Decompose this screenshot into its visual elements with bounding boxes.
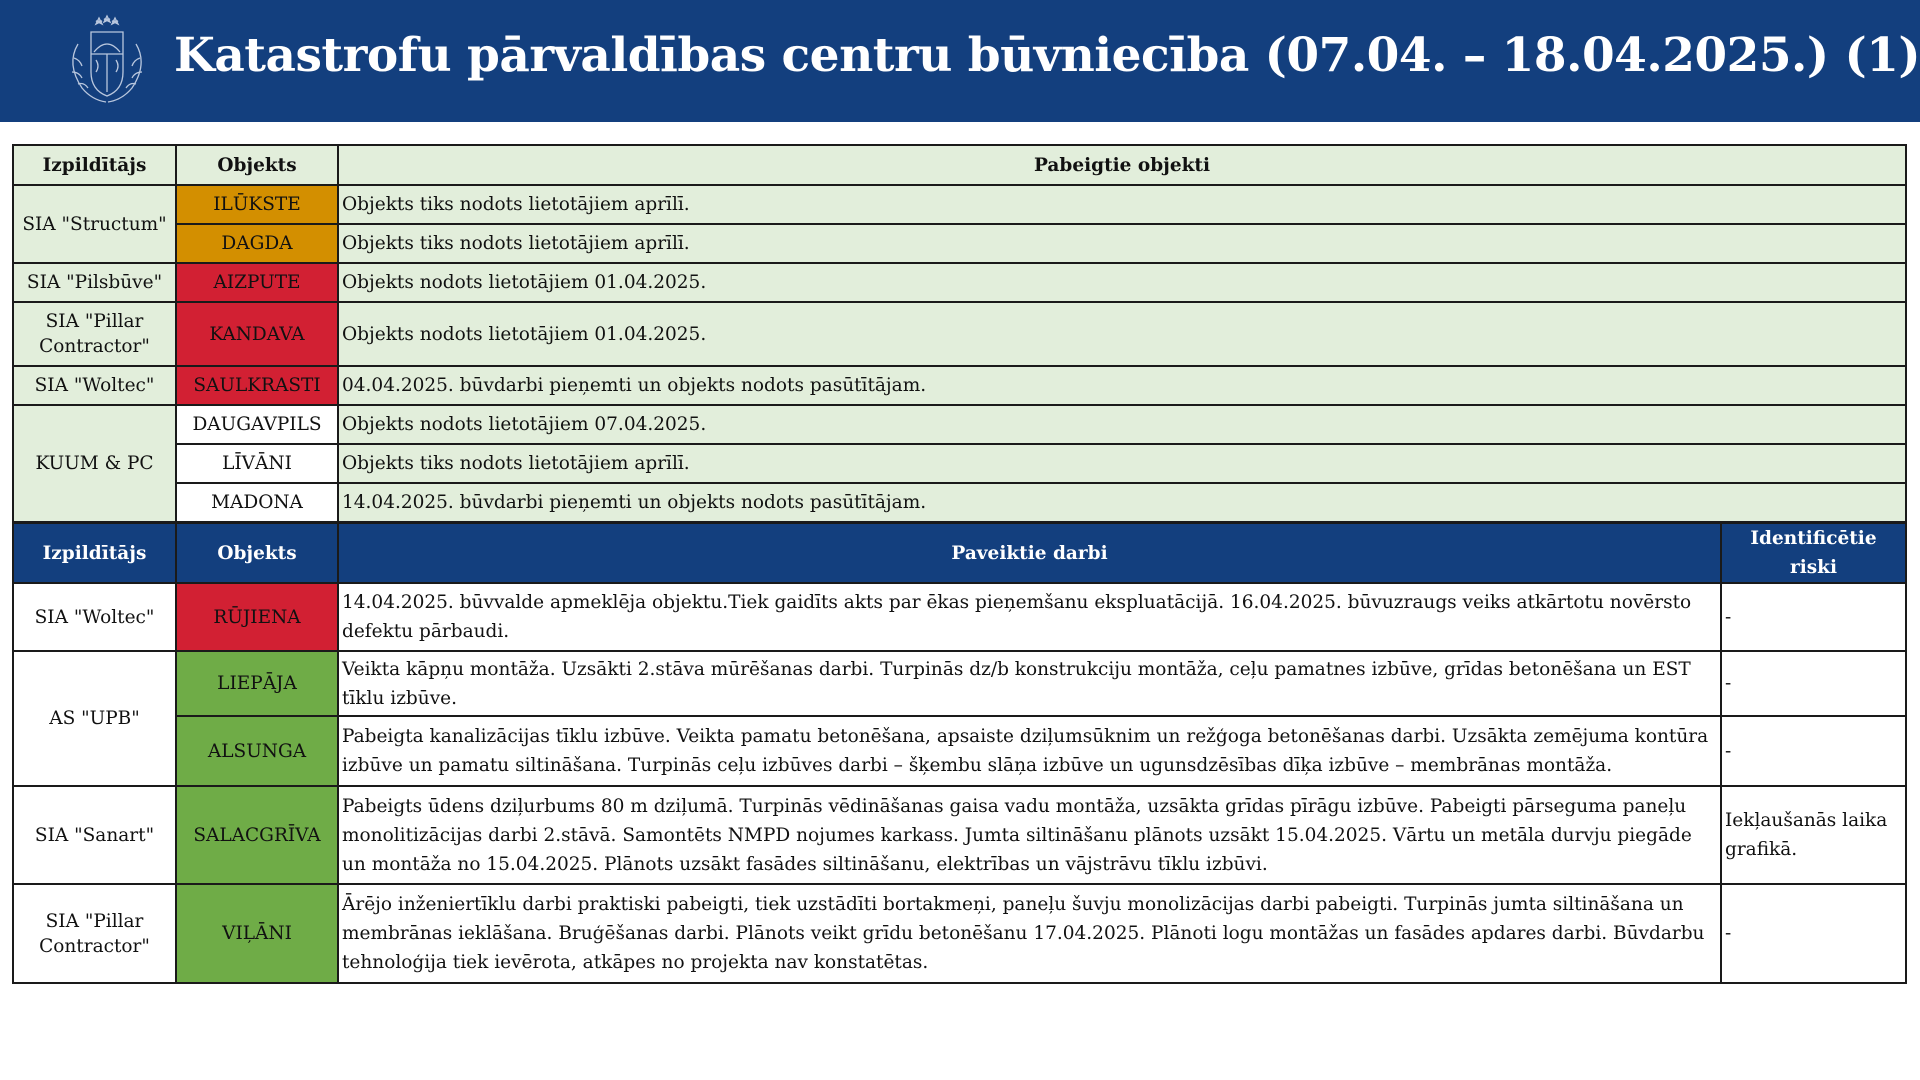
object-cell: RŪJIENA: [176, 583, 338, 651]
table-row: [13, 884, 1906, 983]
works-table: [12, 522, 1907, 984]
contractor-cell: SIA "Woltec": [13, 366, 176, 405]
column-header-object: Objekts: [176, 523, 338, 583]
object-cell: SAULKRASTI: [176, 366, 338, 405]
object-cell: ILŪKSTE: [176, 185, 338, 224]
contractor-cell: KUUM & PC: [13, 405, 176, 522]
table-row: [13, 583, 1906, 651]
table-row: [13, 302, 1906, 366]
object-cell: KANDAVA: [176, 302, 338, 366]
completed-text-cell: Objekts tiks nodots lietotājiem aprīlī.: [338, 185, 1906, 224]
table-row: [13, 366, 1906, 405]
risk-cell: -: [1721, 716, 1906, 786]
contractor-cell: SIA "Sanart": [13, 786, 176, 884]
table-row: [13, 716, 1906, 786]
risk-cell: -: [1721, 651, 1906, 716]
contractor-cell: SIA "Pilsbūve": [13, 263, 176, 302]
object-cell: LIEPĀJA: [176, 651, 338, 716]
table-header-row: [13, 523, 1906, 583]
contractor-cell: AS "UPB": [13, 651, 176, 786]
object-cell: AIZPUTE: [176, 263, 338, 302]
completed-text-cell: Objekts nodots lietotājiem 07.04.2025.: [338, 405, 1906, 444]
object-cell: SALACGRĪVA: [176, 786, 338, 884]
page-title: Katastrofu pārvaldības centru būvniecība (07.04. – 18.04.2025.) (1): [174, 28, 1920, 83]
table-row: [13, 483, 1906, 522]
works-text-cell: Ārējo inženiertīklu darbi praktiski pabeigti, tiek uzstādīti bortakmeņi, paneļu šuvju monolizācijas darbi pabeigti. Turpinās jumta siltināšana un membrānas ieklāšana. Bruģēšanas darbi. Plānots veikt grīdu betonēšanu 17.04.2025. Plānoti logu montāžas un fasādes apdares darbi. Būvdarbu tehnoloģija tiek ievērota, atkāpes no projekta nav konstatētas.: [338, 884, 1721, 983]
column-header-object: Objekts: [176, 145, 338, 185]
table-row: [13, 786, 1906, 884]
table-row: [13, 651, 1906, 716]
completed-text-cell: Objekts tiks nodots lietotājiem aprīlī.: [338, 224, 1906, 263]
object-cell: MADONA: [176, 483, 338, 522]
column-header-contractor: Izpildītājs: [13, 145, 176, 185]
completed-text-cell: 14.04.2025. būvdarbi pieņemti un objekts nodots pasūtītājam.: [338, 483, 1906, 522]
contractor-cell: SIA "Structum": [13, 185, 176, 263]
table-row: [13, 444, 1906, 483]
risk-cell: -: [1721, 583, 1906, 651]
object-cell: VIĻĀNI: [176, 884, 338, 983]
works-text-cell: Pabeigta kanalizācijas tīklu izbūve. Veikta pamatu betonēšana, apsaiste dziļumsūknim un režģoga betonēšanas darbi. Uzsākta zemējuma kontūra izbūve un pamatu siltināšana. Turpinās ceļu izbūves darbi – šķembu slāņa izbūve un ugunsdzēsības dīķa izbūve – membrānas montāža.: [338, 716, 1721, 786]
column-header-works: Paveiktie darbi: [338, 523, 1721, 583]
object-cell: DAGDA: [176, 224, 338, 263]
object-cell: DAUGAVPILS: [176, 405, 338, 444]
completed-text-cell: Objekts nodots lietotājiem 01.04.2025.: [338, 302, 1906, 366]
latvia-coat-of-arms-icon: [58, 14, 156, 110]
header-banner: [0, 0, 1920, 122]
column-header-risks: Identificētie riski: [1721, 523, 1906, 583]
works-text-cell: Veikta kāpņu montāža. Uzsākti 2.stāva mūrēšanas darbi. Turpinās dz/b konstrukciju montāža, ceļu pamatnes izbūve, grīdas betonēšana un EST tīklu izbūve.: [338, 651, 1721, 716]
completed-objects-table: [12, 144, 1907, 523]
column-header-completed: Pabeigtie objekti: [338, 145, 1906, 185]
object-cell: ALSUNGA: [176, 716, 338, 786]
table-row: [13, 405, 1906, 444]
completed-text-cell: Objekts tiks nodots lietotājiem aprīlī.: [338, 444, 1906, 483]
risk-cell: Iekļaušanās laika grafikā.: [1721, 786, 1906, 884]
table-header-row: [13, 145, 1906, 185]
object-cell: LĪVĀNI: [176, 444, 338, 483]
contractor-cell: SIA "Woltec": [13, 583, 176, 651]
table-row: [13, 185, 1906, 224]
works-text-cell: 14.04.2025. būvvalde apmeklēja objektu.Tiek gaidīts akts par ēkas pieņemšanu ekspluatācijā. 16.04.2025. būvuzraugs veiks atkārtotu novērsto defektu pārbaudi.: [338, 583, 1721, 651]
column-header-contractor: Izpildītājs: [13, 523, 176, 583]
contractor-cell: SIA "Pillar Contractor": [13, 302, 176, 366]
completed-text-cell: 04.04.2025. būvdarbi pieņemti un objekts nodots pasūtītājam.: [338, 366, 1906, 405]
table-row: [13, 263, 1906, 302]
completed-text-cell: Objekts nodots lietotājiem 01.04.2025.: [338, 263, 1906, 302]
contractor-cell: SIA "Pillar Contractor": [13, 884, 176, 983]
works-text-cell: Pabeigts ūdens dziļurbums 80 m dziļumā. Turpinās vēdināšanas gaisa vadu montāža, uzsākta grīdas pīrāgu izbūve. Pabeigti pārseguma paneļu monolitizācijas darbi 2.stāvā. Samontēts NMPD nojumes karkass. Jumta siltināšanu plānots uzsākt 15.04.2025. Vārtu un metāla durvju piegāde un montāža no 15.04.2025. Plānots uzsākt fasādes siltināšanu, elektrības un vājstrāvu tīklu izbūvi.: [338, 786, 1721, 884]
table-row: [13, 224, 1906, 263]
risk-cell: -: [1721, 884, 1906, 983]
